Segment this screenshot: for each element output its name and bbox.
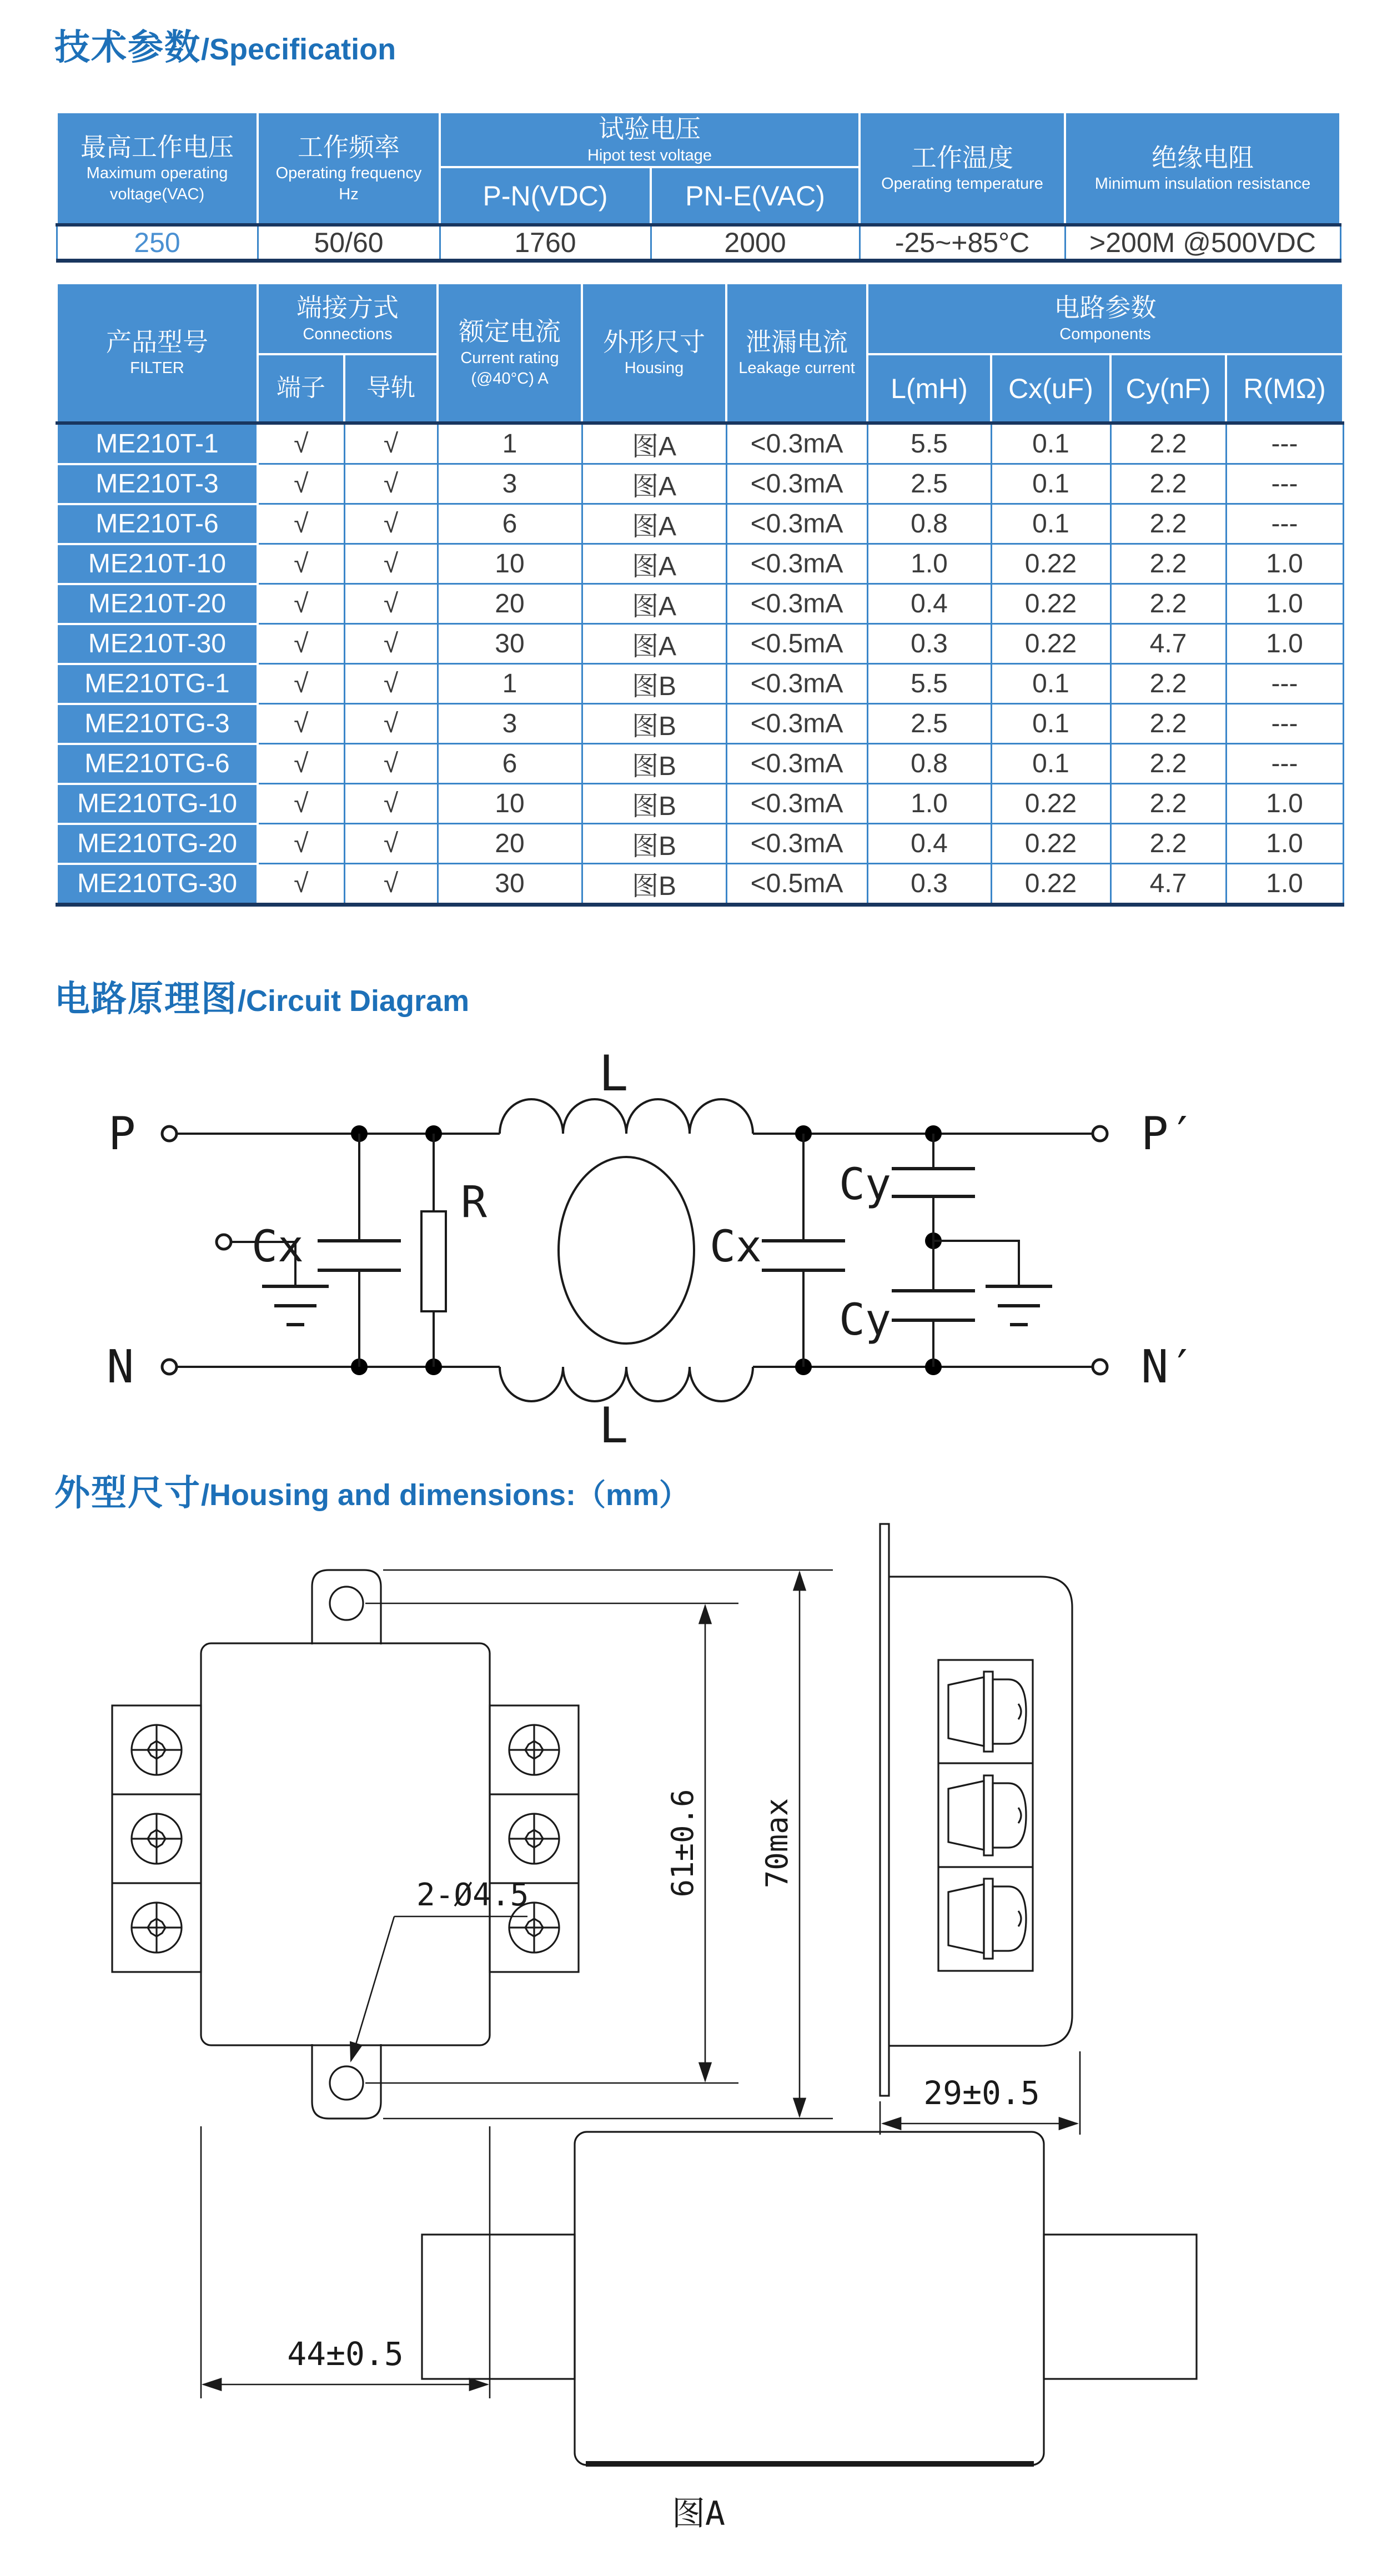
- model-terminal-check: √: [258, 864, 344, 905]
- model-terminal-check: √: [258, 423, 344, 464]
- models-col-r: R(MΩ): [1226, 354, 1343, 423]
- model-l: 2.5: [867, 464, 991, 504]
- model-leakage: <0.3mA: [726, 584, 867, 624]
- model-r: ---: [1226, 664, 1343, 704]
- label-cy-top: Cy: [839, 1160, 891, 1210]
- model-cx: 0.1: [991, 423, 1110, 464]
- spec-value-pn-vdc: 1760: [440, 225, 651, 261]
- resistor-r: [421, 1211, 446, 1311]
- dim-width: 44±0.5: [287, 2335, 404, 2373]
- mounting-hole-bottom: [330, 2066, 363, 2100]
- model-cx: 0.1: [991, 744, 1110, 784]
- model-cy: 2.2: [1110, 664, 1226, 704]
- model-rail-check: √: [344, 584, 438, 624]
- model-name: ME210TG-6: [57, 744, 258, 784]
- model-l: 5.5: [867, 423, 991, 464]
- model-l: 1.0: [867, 784, 991, 824]
- model-r: 1.0: [1226, 624, 1343, 664]
- dim-height-inner: 61±0.6: [665, 1789, 700, 1898]
- model-l: 2.5: [867, 704, 991, 744]
- model-name: ME210T-1: [57, 423, 258, 464]
- model-leakage: <0.3mA: [726, 784, 867, 824]
- model-name: ME210TG-20: [57, 824, 258, 864]
- model-r: 1.0: [1226, 864, 1343, 905]
- terminal-n-in: [162, 1360, 177, 1374]
- models-col-terminal: 端子: [258, 354, 344, 423]
- model-housing: 图A: [582, 464, 726, 504]
- model-cx: 0.22: [991, 784, 1110, 824]
- model-housing: 图B: [582, 744, 726, 784]
- model-terminal-check: √: [258, 784, 344, 824]
- label-n-in: N: [107, 1341, 134, 1393]
- model-cx: 0.22: [991, 584, 1110, 624]
- filter-body-bottom: [575, 2132, 1044, 2465]
- housing-drawings: [83, 1521, 1377, 2548]
- model-cx: 0.22: [991, 624, 1110, 664]
- front-view: [112, 1570, 833, 2398]
- model-row: [57, 704, 1343, 744]
- model-row: [57, 744, 1343, 784]
- spec-table: [56, 111, 1341, 263]
- model-cx: 0.1: [991, 504, 1110, 544]
- model-current: 30: [438, 624, 582, 664]
- section-title-housing-en: /Housing and dimensions:（mm）: [201, 1478, 690, 1512]
- model-housing: 图A: [582, 624, 726, 664]
- model-leakage: <0.3mA: [726, 544, 867, 584]
- model-cy: 2.2: [1110, 824, 1226, 864]
- model-leakage: <0.5mA: [726, 864, 867, 905]
- model-housing: 图B: [582, 864, 726, 905]
- model-r: ---: [1226, 464, 1343, 504]
- model-current: 3: [438, 704, 582, 744]
- ground-right-icon: [986, 1286, 1052, 1325]
- model-cy: 2.2: [1110, 544, 1226, 584]
- model-row: [57, 784, 1343, 824]
- model-current: 6: [438, 504, 582, 544]
- model-cy: 2.2: [1110, 704, 1226, 744]
- model-rail-check: √: [344, 544, 438, 584]
- section-title-spec-cn: 技术参数: [54, 27, 201, 67]
- model-current: 20: [438, 824, 582, 864]
- model-name: ME210T-30: [57, 624, 258, 664]
- model-row: [57, 624, 1343, 664]
- model-name: ME210T-3: [57, 464, 258, 504]
- model-row: [57, 664, 1343, 704]
- model-housing: 图B: [582, 704, 726, 744]
- dim-depth: 29±0.5: [923, 2074, 1040, 2112]
- spec-col-frequency: 工作频率 Operating frequency Hz: [258, 112, 440, 225]
- model-cy: 2.2: [1110, 504, 1226, 544]
- filter-body-front: [201, 1643, 490, 2045]
- model-r: 1.0: [1226, 584, 1343, 624]
- model-terminal-check: √: [258, 624, 344, 664]
- model-terminal-check: √: [258, 664, 344, 704]
- model-rail-check: √: [344, 624, 438, 664]
- section-title-circuit: [54, 970, 469, 1022]
- model-terminal-check: √: [258, 744, 344, 784]
- model-cx: 0.1: [991, 704, 1110, 744]
- model-rail-check: √: [344, 704, 438, 744]
- spec-value-pne-vac: 2000: [651, 225, 860, 261]
- model-leakage: <0.3mA: [726, 704, 867, 744]
- label-cx2: Cx: [710, 1222, 762, 1272]
- model-current: 10: [438, 784, 582, 824]
- model-current: 3: [438, 464, 582, 504]
- models-col-current: 额定电流 Current rating (@40°C) A: [438, 283, 582, 423]
- model-row: [57, 544, 1343, 584]
- section-title-housing: [54, 1465, 689, 1516]
- model-name: ME210T-6: [57, 504, 258, 544]
- model-leakage: <0.3mA: [726, 423, 867, 464]
- spec-value-voltage: 250: [57, 225, 258, 261]
- models-col-connections: 端接方式 Connections: [258, 283, 438, 354]
- models-col-l: L(mH): [867, 354, 991, 423]
- model-current: 6: [438, 744, 582, 784]
- mounting-hole-top: [330, 1587, 363, 1620]
- model-r: ---: [1226, 704, 1343, 744]
- tab-left: [422, 2235, 575, 2379]
- model-housing: 图A: [582, 423, 726, 464]
- ground-left-icon: [262, 1286, 329, 1325]
- model-terminal-check: √: [258, 504, 344, 544]
- model-current: 1: [438, 664, 582, 704]
- terminal-p-out: [1093, 1126, 1107, 1141]
- circuit-diagram: [56, 1050, 1333, 1450]
- model-row: [57, 504, 1343, 544]
- model-cx: 0.22: [991, 544, 1110, 584]
- model-l: 0.3: [867, 624, 991, 664]
- model-row: [57, 584, 1343, 624]
- model-l: 0.8: [867, 744, 991, 784]
- model-leakage: <0.3mA: [726, 504, 867, 544]
- model-row: [57, 864, 1343, 905]
- model-rail-check: √: [344, 824, 438, 864]
- model-name: ME210TG-30: [57, 864, 258, 905]
- model-cy: 2.2: [1110, 744, 1226, 784]
- model-l: 0.4: [867, 824, 991, 864]
- model-name: ME210TG-10: [57, 784, 258, 824]
- model-housing: 图A: [582, 504, 726, 544]
- model-terminal-check: √: [258, 464, 344, 504]
- model-current: 30: [438, 864, 582, 905]
- model-leakage: <0.5mA: [726, 624, 867, 664]
- flange: [880, 1524, 889, 2096]
- dim-hole-label: 2-Ø4.5: [416, 1877, 529, 1913]
- models-col-cx: Cx(uF): [991, 354, 1110, 423]
- model-housing: 图A: [582, 584, 726, 624]
- model-l: 0.8: [867, 504, 991, 544]
- model-name: ME210TG-1: [57, 664, 258, 704]
- bottom-view: [422, 2132, 1197, 2533]
- model-cx: 0.1: [991, 664, 1110, 704]
- model-housing: 图B: [582, 824, 726, 864]
- model-row: [57, 824, 1343, 864]
- model-row: [57, 464, 1343, 504]
- models-col-components: 电路参数 Components: [867, 283, 1343, 354]
- model-r: 1.0: [1226, 544, 1343, 584]
- section-title-circuit-cn: 电路原理图: [54, 979, 238, 1019]
- model-r: 1.0: [1226, 784, 1343, 824]
- spec-col-hipot: 试验电压 Hipot test voltage: [440, 112, 860, 167]
- section-title-spec-en: /Specification: [201, 33, 396, 66]
- model-cx: 0.22: [991, 864, 1110, 905]
- model-leakage: <0.3mA: [726, 744, 867, 784]
- model-r: 1.0: [1226, 824, 1343, 864]
- model-cy: 2.2: [1110, 784, 1226, 824]
- model-l: 1.0: [867, 544, 991, 584]
- model-leakage: <0.3mA: [726, 824, 867, 864]
- figure-a-label: 图A: [671, 2494, 726, 2533]
- model-terminal-check: √: [258, 584, 344, 624]
- models-col-cy: Cy(nF): [1110, 354, 1226, 423]
- models-col-rail: 导轨: [344, 354, 438, 423]
- spec-col-pne-vac: PN-E(VAC): [651, 167, 860, 225]
- label-p-out: P′: [1141, 1108, 1196, 1160]
- model-name: ME210T-20: [57, 584, 258, 624]
- models-table: [56, 282, 1344, 907]
- spec-value-temperature: -25~+85°C: [860, 225, 1065, 261]
- dim-height-max: 70max: [760, 1798, 795, 1889]
- spec-values-row: [57, 225, 1340, 261]
- terminal-ground: [217, 1235, 231, 1249]
- terminal-n-out: [1093, 1360, 1107, 1374]
- terminal-p-in: [162, 1126, 177, 1141]
- model-terminal-check: √: [258, 704, 344, 744]
- spec-col-max-voltage: 最高工作电压 Maximum operating voltage(VAC): [57, 112, 258, 225]
- section-title-circuit-en: /Circuit Diagram: [238, 984, 470, 1018]
- model-cx: 0.1: [991, 464, 1110, 504]
- model-rail-check: √: [344, 664, 438, 704]
- model-rail-check: √: [344, 784, 438, 824]
- model-cy: 2.2: [1110, 584, 1226, 624]
- choke-winding-bottom: [500, 1367, 753, 1401]
- label-l-top: L: [599, 1050, 629, 1102]
- models-col-housing: 外形尺寸 Housing: [582, 283, 726, 423]
- filter-body-side: [889, 1577, 1072, 2046]
- model-rail-check: √: [344, 864, 438, 905]
- model-cy: 2.2: [1110, 464, 1226, 504]
- spec-col-pn-vdc: P-N(VDC): [440, 167, 651, 225]
- model-housing: 图B: [582, 784, 726, 824]
- model-l: 5.5: [867, 664, 991, 704]
- model-name: ME210TG-3: [57, 704, 258, 744]
- label-cy-bottom: Cy: [839, 1295, 891, 1345]
- spec-col-insulation: 绝缘电阻 Minimum insulation resistance: [1065, 112, 1340, 225]
- models-col-leakage: 泄漏电流 Leakage current: [726, 283, 867, 423]
- label-cx1: Cx: [252, 1222, 304, 1272]
- tab-right: [1044, 2235, 1197, 2379]
- model-name: ME210T-10: [57, 544, 258, 584]
- model-current: 20: [438, 584, 582, 624]
- model-l: 0.3: [867, 864, 991, 905]
- spec-value-insulation: >200M @500VDC: [1065, 225, 1340, 261]
- model-current: 1: [438, 423, 582, 464]
- spec-col-temperature: 工作温度 Operating temperature: [860, 112, 1065, 225]
- model-housing: 图B: [582, 664, 726, 704]
- model-rail-check: √: [344, 504, 438, 544]
- model-cy: 4.7: [1110, 864, 1226, 905]
- section-title-housing-cn: 外型尺寸: [54, 1473, 201, 1513]
- side-view: [880, 1524, 1080, 2135]
- model-rail-check: √: [344, 464, 438, 504]
- model-l: 0.4: [867, 584, 991, 624]
- label-r: R: [461, 1178, 487, 1227]
- model-cy: 4.7: [1110, 624, 1226, 664]
- model-terminal-check: √: [258, 824, 344, 864]
- model-housing: 图A: [582, 544, 726, 584]
- model-r: ---: [1226, 504, 1343, 544]
- model-rail-check: √: [344, 423, 438, 464]
- model-r: ---: [1226, 744, 1343, 784]
- model-cx: 0.22: [991, 824, 1110, 864]
- choke-winding-top: [500, 1099, 753, 1134]
- section-title-spec: [54, 19, 396, 70]
- spec-value-frequency: 50/60: [258, 225, 440, 261]
- model-current: 10: [438, 544, 582, 584]
- label-p-in: P: [108, 1108, 136, 1160]
- model-row: [57, 423, 1343, 464]
- model-cy: 2.2: [1110, 423, 1226, 464]
- model-rail-check: √: [344, 744, 438, 784]
- label-n-out: N′: [1141, 1341, 1196, 1393]
- model-leakage: <0.3mA: [726, 464, 867, 504]
- choke-core: [559, 1157, 694, 1344]
- models-col-filter: 产品型号 FILTER: [57, 283, 258, 423]
- model-r: ---: [1226, 423, 1343, 464]
- model-leakage: <0.3mA: [726, 664, 867, 704]
- model-terminal-check: √: [258, 544, 344, 584]
- label-l-bottom: L: [599, 1397, 629, 1450]
